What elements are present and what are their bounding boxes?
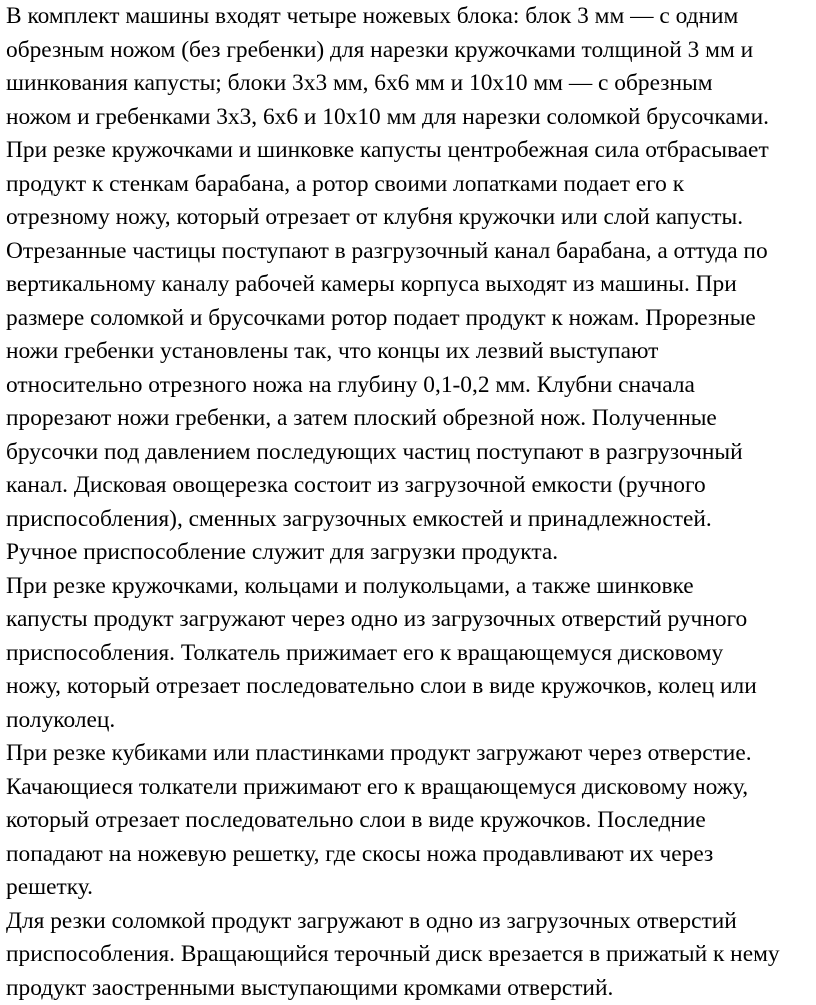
text-line: вертикальному каналу рабочей камеры корпуса выходят из машины. При: [6, 268, 812, 302]
text-line: отрезному ножу, который отрезает от клубня кружочки или слой капусты.: [6, 201, 812, 235]
text-line: ножом и гребенками 3х3, 6х6 и 10х10 мм для нарезки соломкой брусочками.: [6, 101, 812, 135]
text-line: Отрезанные частицы поступают в разгрузочный канал барабана, а оттуда по: [6, 235, 812, 269]
text-line: В комплект машины входят четыре ножевых блока: блок 3 мм — с одним: [6, 0, 812, 34]
text-line: продукт заостренными выступающими кромками отверстий.: [6, 972, 812, 1005]
text-line: приспособления. Вращающийся терочный диск врезается в прижатый к нему: [6, 938, 812, 972]
text-line: размере соломкой и брусочками ротор подает продукт к ножам. Прорезные: [6, 302, 812, 336]
paragraph-strips-slicing: [6, 905, 812, 1005]
text-line: обрезным ножом (без гребенки) для нарезки кружочками толщиной 3 мм и: [6, 34, 812, 68]
text-line: полуколец.: [6, 704, 812, 738]
text-line: который отрезает последовательно слои в виде кружочков. Последние: [6, 804, 812, 838]
text-line: попадают на ножевую решетку, где скосы ножа продавливают их через: [6, 838, 812, 872]
text-line: ножи гребенки установлены так, что концы их лезвий выступают: [6, 335, 812, 369]
text-line: Качающиеся толкатели прижимают его к вращающемуся дисковому ножу,: [6, 771, 812, 805]
text-line: приспособления. Толкатель прижимает его к вращающемуся дисковому: [6, 637, 812, 671]
text-line: канал. Дисковая овощерезка состоит из загрузочной емкости (ручного: [6, 469, 812, 503]
document-page: [6, 0, 812, 1005]
text-line: шинкования капусты; блоки 3х3 мм, 6х6 мм и 10х10 мм — с обрезным: [6, 67, 812, 101]
text-line: При резке кружочками, кольцами и полукольцами, а также шинковке: [6, 570, 812, 604]
text-line: При резке кубиками или пластинками продукт загружают через отверстие.: [6, 737, 812, 771]
text-line: Для резки соломкой продукт загружают в одно из загрузочных отверстий: [6, 905, 812, 939]
text-line: капусты продукт загружают через одно из загрузочных отверстий ручного: [6, 603, 812, 637]
text-line: приспособления), сменных загрузочных емкостей и принадлежностей.: [6, 503, 812, 537]
text-line: прорезают ножи гребенки, а затем плоский обрезной нож. Полученные: [6, 402, 812, 436]
paragraph-rings-slicing: [6, 570, 812, 738]
text-line: брусочки под давлением последующих частиц поступают в разгрузочный: [6, 436, 812, 470]
text-line: При резке кружочками и шинковке капусты центробежная сила отбрасывает: [6, 134, 812, 168]
text-line: Ручное приспособление служит для загрузки продукта.: [6, 536, 812, 570]
text-line: относительно отрезного ножа на глубину 0,1-0,2 мм. Клубни сначала: [6, 369, 812, 403]
text-line: продукт к стенкам барабана, а ротор своими лопатками подает его к: [6, 168, 812, 202]
text-line: ножу, который отрезает последовательно слои в виде кружочков, колец или: [6, 670, 812, 704]
paragraph-vegetable-cutter-blocks: [6, 0, 812, 570]
text-line: решетку.: [6, 871, 812, 905]
paragraph-cubes-slicing: [6, 737, 812, 905]
